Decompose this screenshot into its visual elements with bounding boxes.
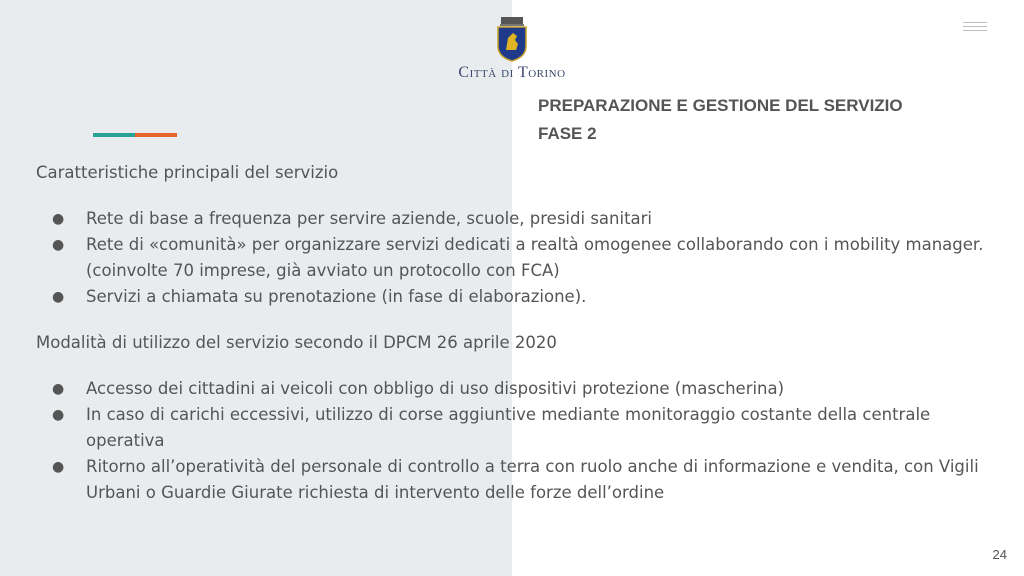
section-heading-2: Modalità di utilizzo del servizio secondo il DPCM 26 aprile 2020 <box>36 333 557 352</box>
bullet-icon: ● <box>52 211 65 227</box>
logo <box>452 16 572 82</box>
bullet-icon: ● <box>52 407 65 423</box>
page-number: 24 <box>992 547 1007 562</box>
bullet-icon: ● <box>52 289 65 305</box>
list-item-text: Rete di base a frequenza per servire aziende, scuole, presidi sanitari <box>86 209 653 228</box>
bullet-icon: ● <box>52 237 65 253</box>
bullet-icon: ● <box>52 381 65 397</box>
list-item-text: Rete di «comunità» per organizzare servizi dedicati a realtà omogenee collaborando con i mobility manager. (coinvolte 70 imprese, già avviato un protocollo con FCA) <box>86 235 984 280</box>
list-item <box>36 402 986 454</box>
bullet-list-2 <box>36 376 986 506</box>
list-item-text: In caso di carichi eccessivi, utilizzo di corse aggiuntive mediante monitoraggio costante della centrale operativa <box>86 405 931 450</box>
list-item-text: Servizi a chiamata su prenotazione (in fase di elaborazione). <box>86 287 587 306</box>
accent-bar <box>93 133 177 137</box>
bullet-icon: ● <box>52 459 65 475</box>
list-item <box>36 376 986 402</box>
slide-title <box>538 92 903 148</box>
title-line-2: FASE 2 <box>538 124 597 143</box>
slide-content <box>36 160 986 506</box>
list-item-text: Accesso dei cittadini ai veicoli con obbligo di uso dispositivi protezione (mascherina) <box>86 379 785 398</box>
torino-coat-of-arms-icon <box>495 16 529 62</box>
bullet-list-1 <box>36 206 986 310</box>
list-item <box>36 206 986 232</box>
section-heading-1: Caratteristiche principali del servizio <box>36 163 339 182</box>
accent-bar-teal <box>93 133 135 137</box>
list-item <box>36 454 986 506</box>
title-line-1: PREPARAZIONE E GESTIONE DEL SERVIZIO <box>538 96 903 115</box>
list-item <box>36 284 986 310</box>
list-item-text: Ritorno all’operatività del personale di controllo a terra con ruolo anche di informazione e vendita, con Vigili Urbani o Guardie Giurate richiesta di intervento delle forze dell’ordine <box>86 457 979 502</box>
logo-text: Città di Torino <box>458 64 566 81</box>
menu-icon[interactable] <box>963 22 987 32</box>
accent-bar-orange <box>135 133 177 137</box>
list-item <box>36 232 986 284</box>
